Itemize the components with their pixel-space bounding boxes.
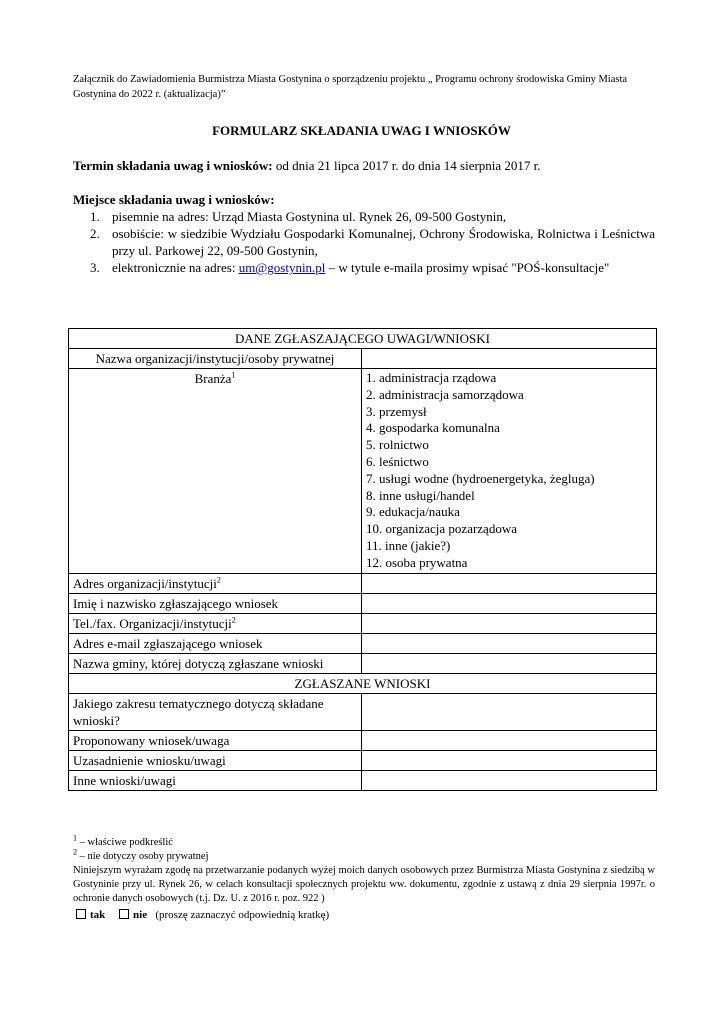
table-row <box>69 369 657 574</box>
tak-label: tak <box>90 909 106 921</box>
email-suffix: – w tytule e-maila prosimy wpisać "POŚ-konsultacje" <box>325 260 610 275</box>
submission-form-table <box>68 328 657 791</box>
table-row <box>69 349 657 369</box>
proposal-label: Proponowany wniosek/uwaga <box>69 730 362 750</box>
choices-note: (proszę zaznaczyć odpowiednią kratkę) <box>155 909 330 921</box>
table-row <box>69 693 657 730</box>
footnote-mark: 1 <box>73 833 77 843</box>
table-row <box>69 329 657 349</box>
footnote-mark: 2 <box>216 575 221 585</box>
list-item-text: osobiście: w siedzibie Wydziału Gospodarki Komunalnej, Ochrony Środowiska, Rolnictwa i Leśnictwa przy ul. Parkowej 22, 09-500 Gostynin, <box>112 226 655 258</box>
branch-label-cell <box>69 369 362 574</box>
scope-label: Jakiego zakresu tematycznego dotyczą składane wnioski? <box>69 693 362 730</box>
table-row <box>69 770 657 790</box>
branch-option[interactable]: 1. administracja rządowa <box>366 370 497 385</box>
branch-option[interactable]: 12. osoba prywatna <box>366 554 468 570</box>
scope-field[interactable] <box>362 693 657 730</box>
section-header-applicant: DANE ZGŁASZAJĄCEGO UWAGI/WNIOSKI <box>69 329 657 349</box>
justification-field[interactable] <box>362 750 657 770</box>
branch-option[interactable]: 2. administracja samorządowa <box>366 386 524 402</box>
place-list <box>73 208 655 276</box>
list-item-text: pisemnie na adres: Urząd Miasta Gostynina ul. Rynek 26, 09-500 Gostynin, <box>112 209 507 224</box>
footnote-1 <box>73 833 655 850</box>
table-row <box>69 673 657 693</box>
email-field[interactable] <box>362 633 657 653</box>
footnote-2 <box>73 847 655 864</box>
list-item-number: 1. <box>90 209 100 224</box>
branch-option[interactable]: 10. organizacja pozarządowa <box>366 521 517 537</box>
branch-options-cell <box>362 369 657 574</box>
org-name-field[interactable] <box>362 349 657 369</box>
branch-option[interactable]: 5. rolnictwo <box>366 437 429 453</box>
branch-option[interactable]: 8. inne usługi/handel <box>366 487 475 503</box>
tak-checkbox[interactable] <box>76 909 86 919</box>
footnote-mark: 2 <box>73 847 77 857</box>
table-row <box>69 653 657 673</box>
email-label: Adres e-mail zgłaszającego wniosek <box>69 633 362 653</box>
deadline-line <box>73 157 541 174</box>
org-name-label: Nazwa organizacji/instytucji/osoby prywatnej <box>69 349 362 369</box>
other-requests-field[interactable] <box>362 770 657 790</box>
org-address-field[interactable] <box>362 573 657 593</box>
form-title: FORMULARZ SKŁADANIA UWAG I WNIOSKÓW <box>212 123 511 138</box>
table-row <box>69 633 657 653</box>
section-header-requests: ZGŁASZANE WNIOSKI <box>69 673 657 693</box>
phone-field[interactable] <box>362 613 657 633</box>
list-item <box>73 259 655 276</box>
phone-label-cell <box>69 613 362 633</box>
branch-option[interactable]: 9. edukacja/nauka <box>366 504 460 520</box>
list-item-number: 3. <box>90 260 100 275</box>
email-prefix: elektronicznie na adres: <box>112 260 239 275</box>
justification-label: Uzasadnienie wniosku/uwagi <box>69 750 362 770</box>
phone-label: Tel./fax. Organizacji/instytucji <box>73 615 232 631</box>
nie-checkbox[interactable] <box>119 909 129 919</box>
municipality-label: Nazwa gminy, której dotyczą zgłaszane wnioski <box>69 653 362 673</box>
footnote-text: – nie dotyczy osoby prywatnej <box>77 851 209 862</box>
branch-options <box>366 370 652 572</box>
deadline-label: Termin składania uwag i wniosków: <box>73 158 273 173</box>
email-link[interactable]: um@gostynin.pl <box>238 260 326 275</box>
footnote-text: – właściwe podkreślić <box>77 837 173 848</box>
footnote-mark: 1 <box>231 370 236 380</box>
applicant-name-field[interactable] <box>362 593 657 613</box>
list-item <box>73 225 655 259</box>
table-row <box>69 593 657 613</box>
org-address-label: Adres organizacji/instytucji <box>73 575 217 591</box>
other-requests-label: Inne wnioski/uwagi <box>69 770 362 790</box>
table-row <box>69 730 657 750</box>
attachment-note: Załącznik do Zawiadomienia Burmistrza Miasta Gostynina o sporządzeniu projektu „ Programu ochrony środowiska Gminy Miasta Gostynina do 2022 r. (aktualizacja)” <box>73 74 628 100</box>
list-item <box>73 208 655 225</box>
branch-option[interactable]: 4. gospodarka komunalna <box>366 420 500 436</box>
branch-option[interactable]: 11. inne (jakie?) <box>366 537 451 553</box>
nie-label: nie <box>133 909 148 921</box>
branch-label: Branża <box>194 371 232 386</box>
applicant-name-label: Imię i nazwisko zgłaszającego wniosek <box>69 593 362 613</box>
branch-option[interactable]: 7. usługi wodne (hydroenergetyka, żegluga) <box>366 470 595 486</box>
footnotes <box>73 833 655 906</box>
table-row <box>69 750 657 770</box>
proposal-field[interactable] <box>362 730 657 750</box>
consent-text: Niniejszym wyrażam zgodę na przetwarzanie podanych wyżej moich danych osobowych przez Burmistrza Miasta Gostynina z siedzibą w Gostyninie przy ul. Rynek 26, w celach konsultacji społecznych projektu ww. dokumentu, zgodnie z ustawą z dnia 29 sierpnia 1997r. o ochronie danych osobowych (t.j. Dz. U. z 2016 r. poz. 922 ) <box>73 865 655 904</box>
deadline-value: od dnia 21 lipca 2017 r. do dnia 14 sierpnia 2017 r. <box>272 158 541 173</box>
list-item-number: 2. <box>90 226 100 241</box>
municipality-field[interactable] <box>362 653 657 673</box>
consent-choices <box>76 908 329 922</box>
org-address-label-cell <box>69 573 362 593</box>
table-row <box>69 573 657 593</box>
branch-option[interactable]: 6. leśnictwo <box>366 453 429 469</box>
table-row <box>69 613 657 633</box>
place-heading: Miejsce składania uwag i wniosków: <box>73 192 275 207</box>
list-item-text <box>112 259 655 276</box>
footnote-mark: 2 <box>231 615 236 625</box>
branch-option[interactable]: 3. przemysł <box>366 403 427 419</box>
